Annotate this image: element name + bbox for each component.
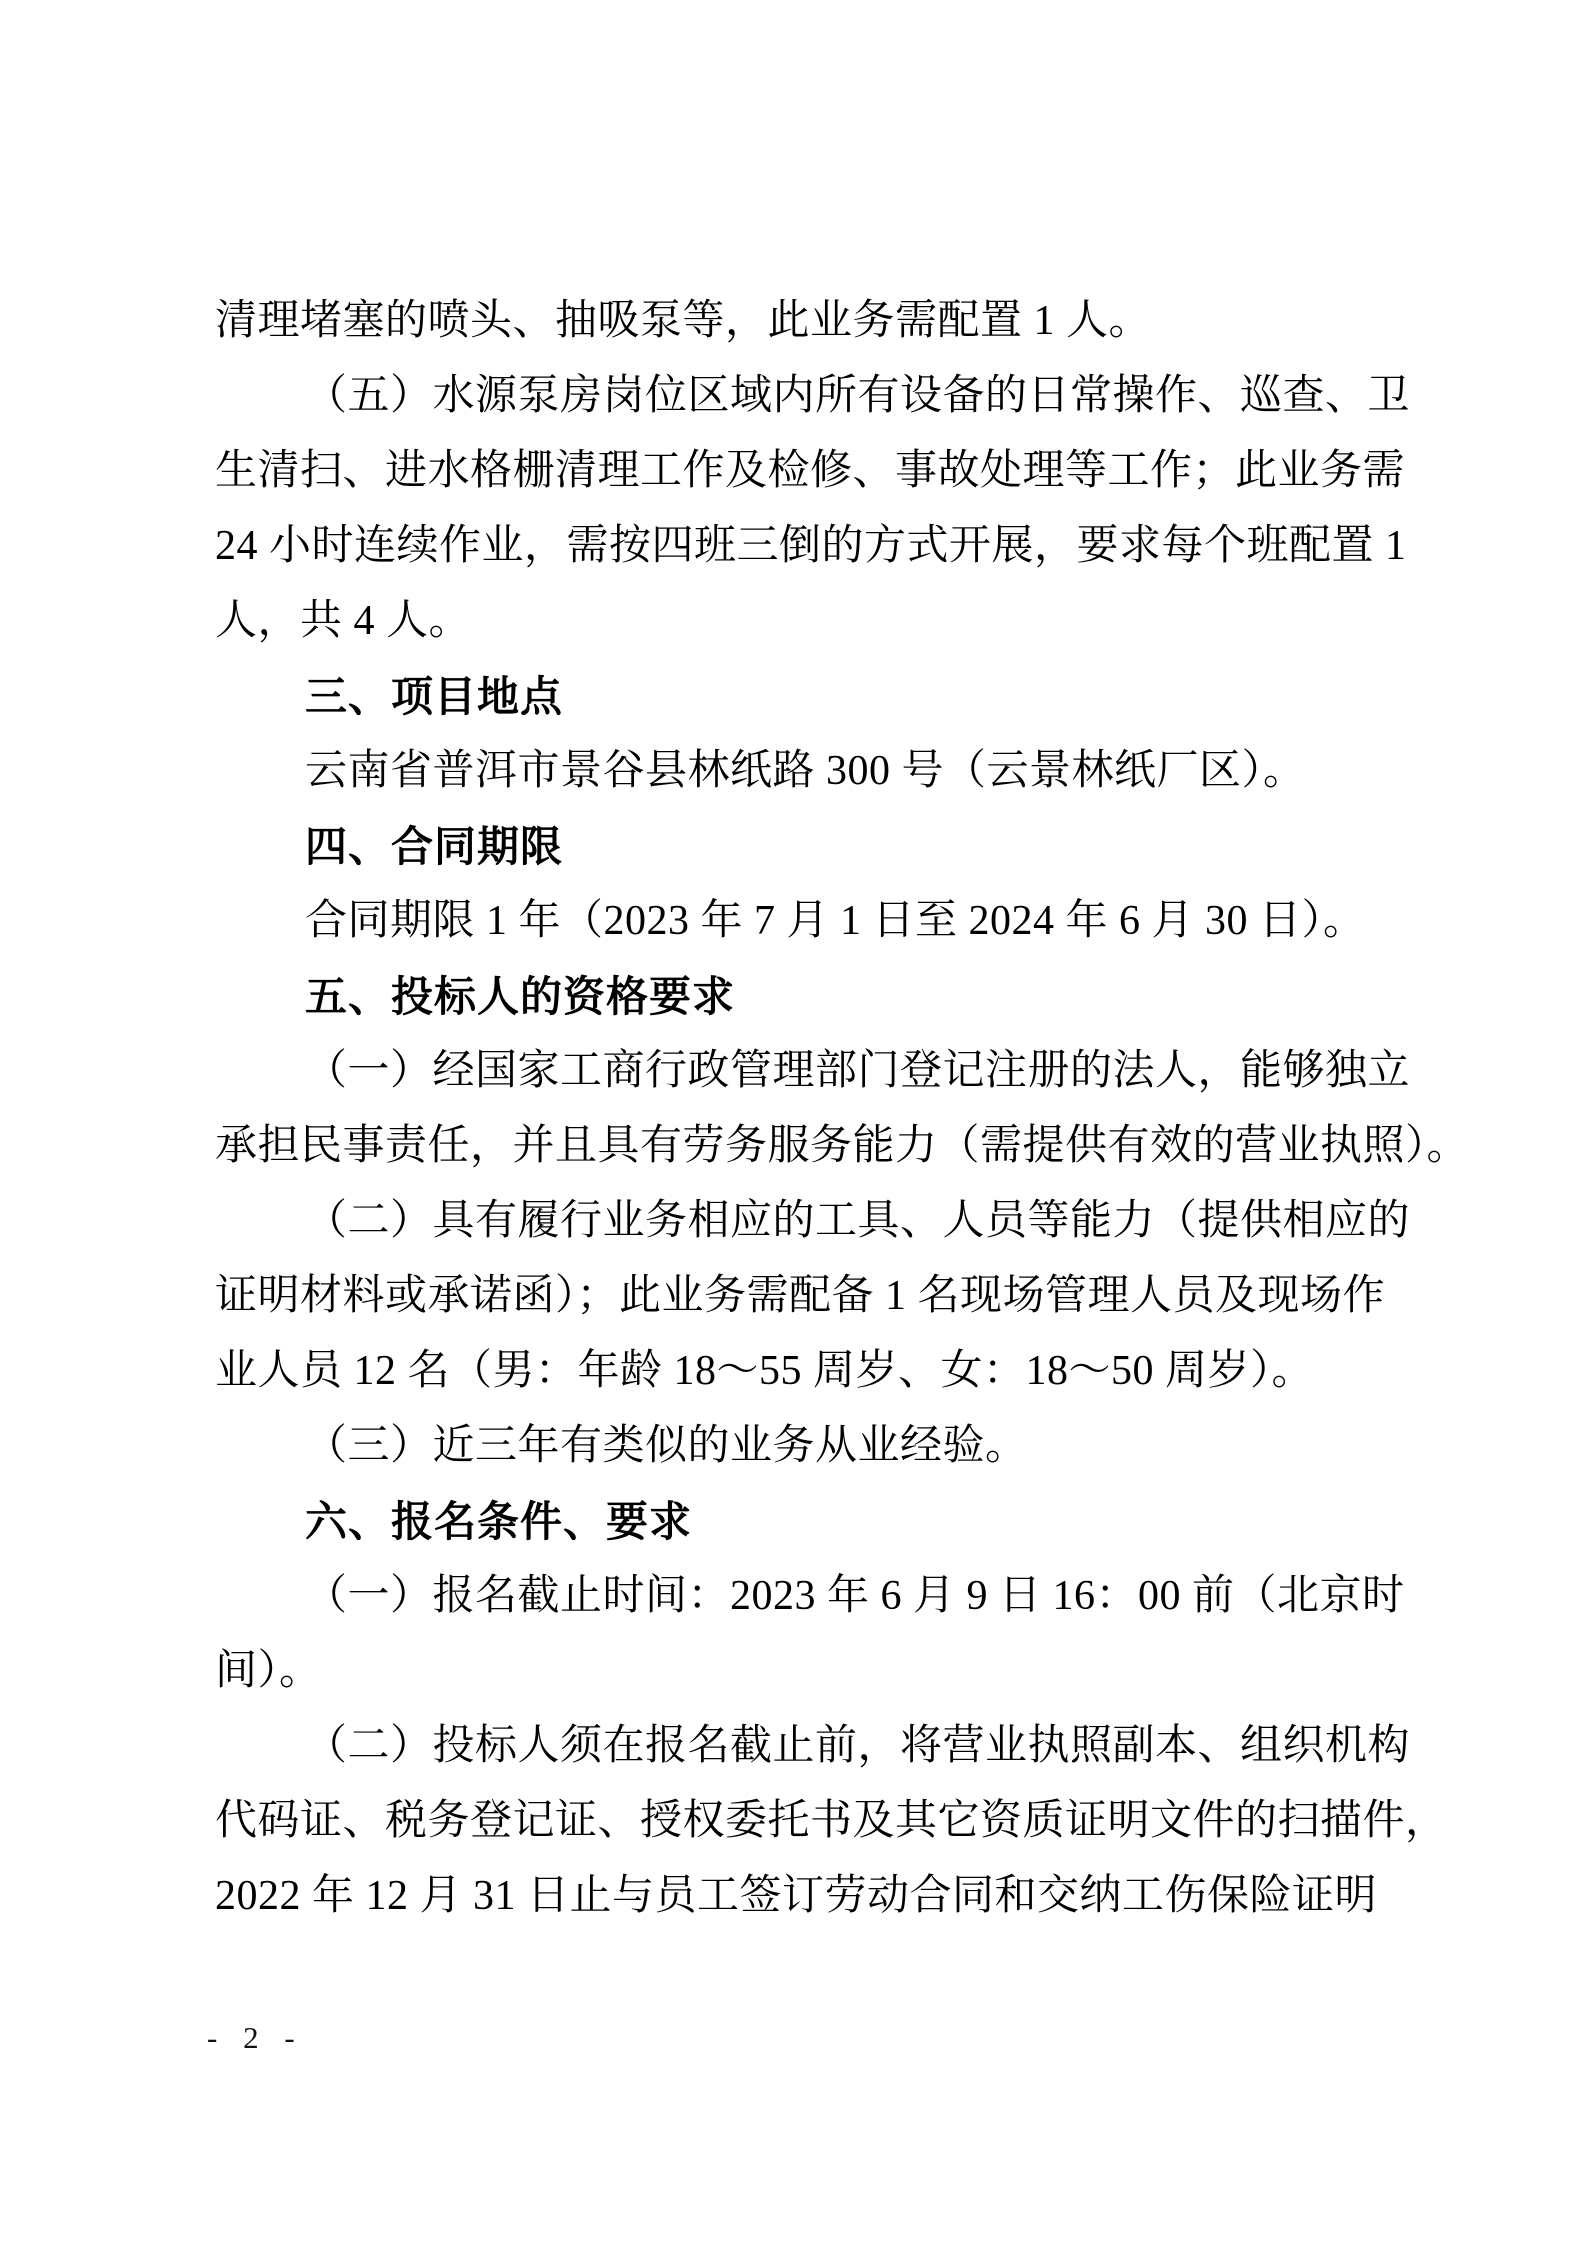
body-line: 清理堵塞的喷头、抽吸泵等，此业务需配置 1 人。 — [215, 298, 1152, 344]
page-number: - 2 - — [207, 2020, 304, 2055]
paragraph-start: （二）具有履行业务相应的工具、人员等能力（提供相应的 — [305, 1198, 1411, 1244]
section-heading-contract-period: 四、合同期限 — [305, 823, 564, 870]
body-line: 承担民事责任，并且具有劳务服务能力（需提供有效的营业执照）。 — [215, 1123, 1470, 1169]
body-line: 证明材料或承诺函）；此业务需配备 1 名现场管理人员及现场作 — [215, 1273, 1386, 1319]
section-heading-bidder-qualifications: 五、投标人的资格要求 — [305, 973, 736, 1020]
body-line: 生清扫、进水格栅清理工作及检修、事故处理等工作；此业务需 — [215, 448, 1406, 494]
paragraph-start: 合同期限 1 年（2023 年 7 月 1 日至 2024 年 6 月 30 日）。 — [305, 898, 1366, 944]
paragraph-start: （三）近三年有类似的业务从业经验。 — [305, 1423, 1028, 1469]
paragraph-start: （一）经国家工商行政管理部门登记注册的法人，能够独立 — [305, 1048, 1411, 1094]
body-line: 代码证、税务登记证、授权委托书及其它资质证明文件的扫描件， — [215, 1798, 1448, 1844]
body-line: 业人员 12 名（男：年龄 18～55 周岁、女：18～50 周岁）。 — [215, 1348, 1315, 1394]
section-heading-project-location: 三、项目地点 — [305, 673, 564, 720]
document-body — [215, 284, 1470, 1934]
body-line: 人，共 4 人。 — [215, 598, 472, 644]
paragraph-start: 云南省普洱市景谷县林纸路 300 号（云景林纸厂区）。 — [305, 748, 1306, 794]
paragraph-start: （五）水源泵房岗位区域内所有设备的日常操作、巡查、卫 — [305, 373, 1411, 419]
body-line: 2022 年 12 月 31 日止与员工签订劳动合同和交纳工伤保险证明 — [215, 1873, 1378, 1919]
section-heading-registration-requirements: 六、报名条件、要求 — [305, 1498, 693, 1545]
body-line: 24 小时连续作业，需按四班三倒的方式开展，要求每个班配置 1 — [215, 523, 1407, 569]
body-line: 间）。 — [215, 1648, 322, 1694]
paragraph-start: （二）投标人须在报名截止前，将营业执照副本、组织机构 — [305, 1723, 1411, 1769]
paragraph-start: （一）报名截止时间：2023 年 6 月 9 日 16：00 前（北京时 — [305, 1573, 1405, 1619]
